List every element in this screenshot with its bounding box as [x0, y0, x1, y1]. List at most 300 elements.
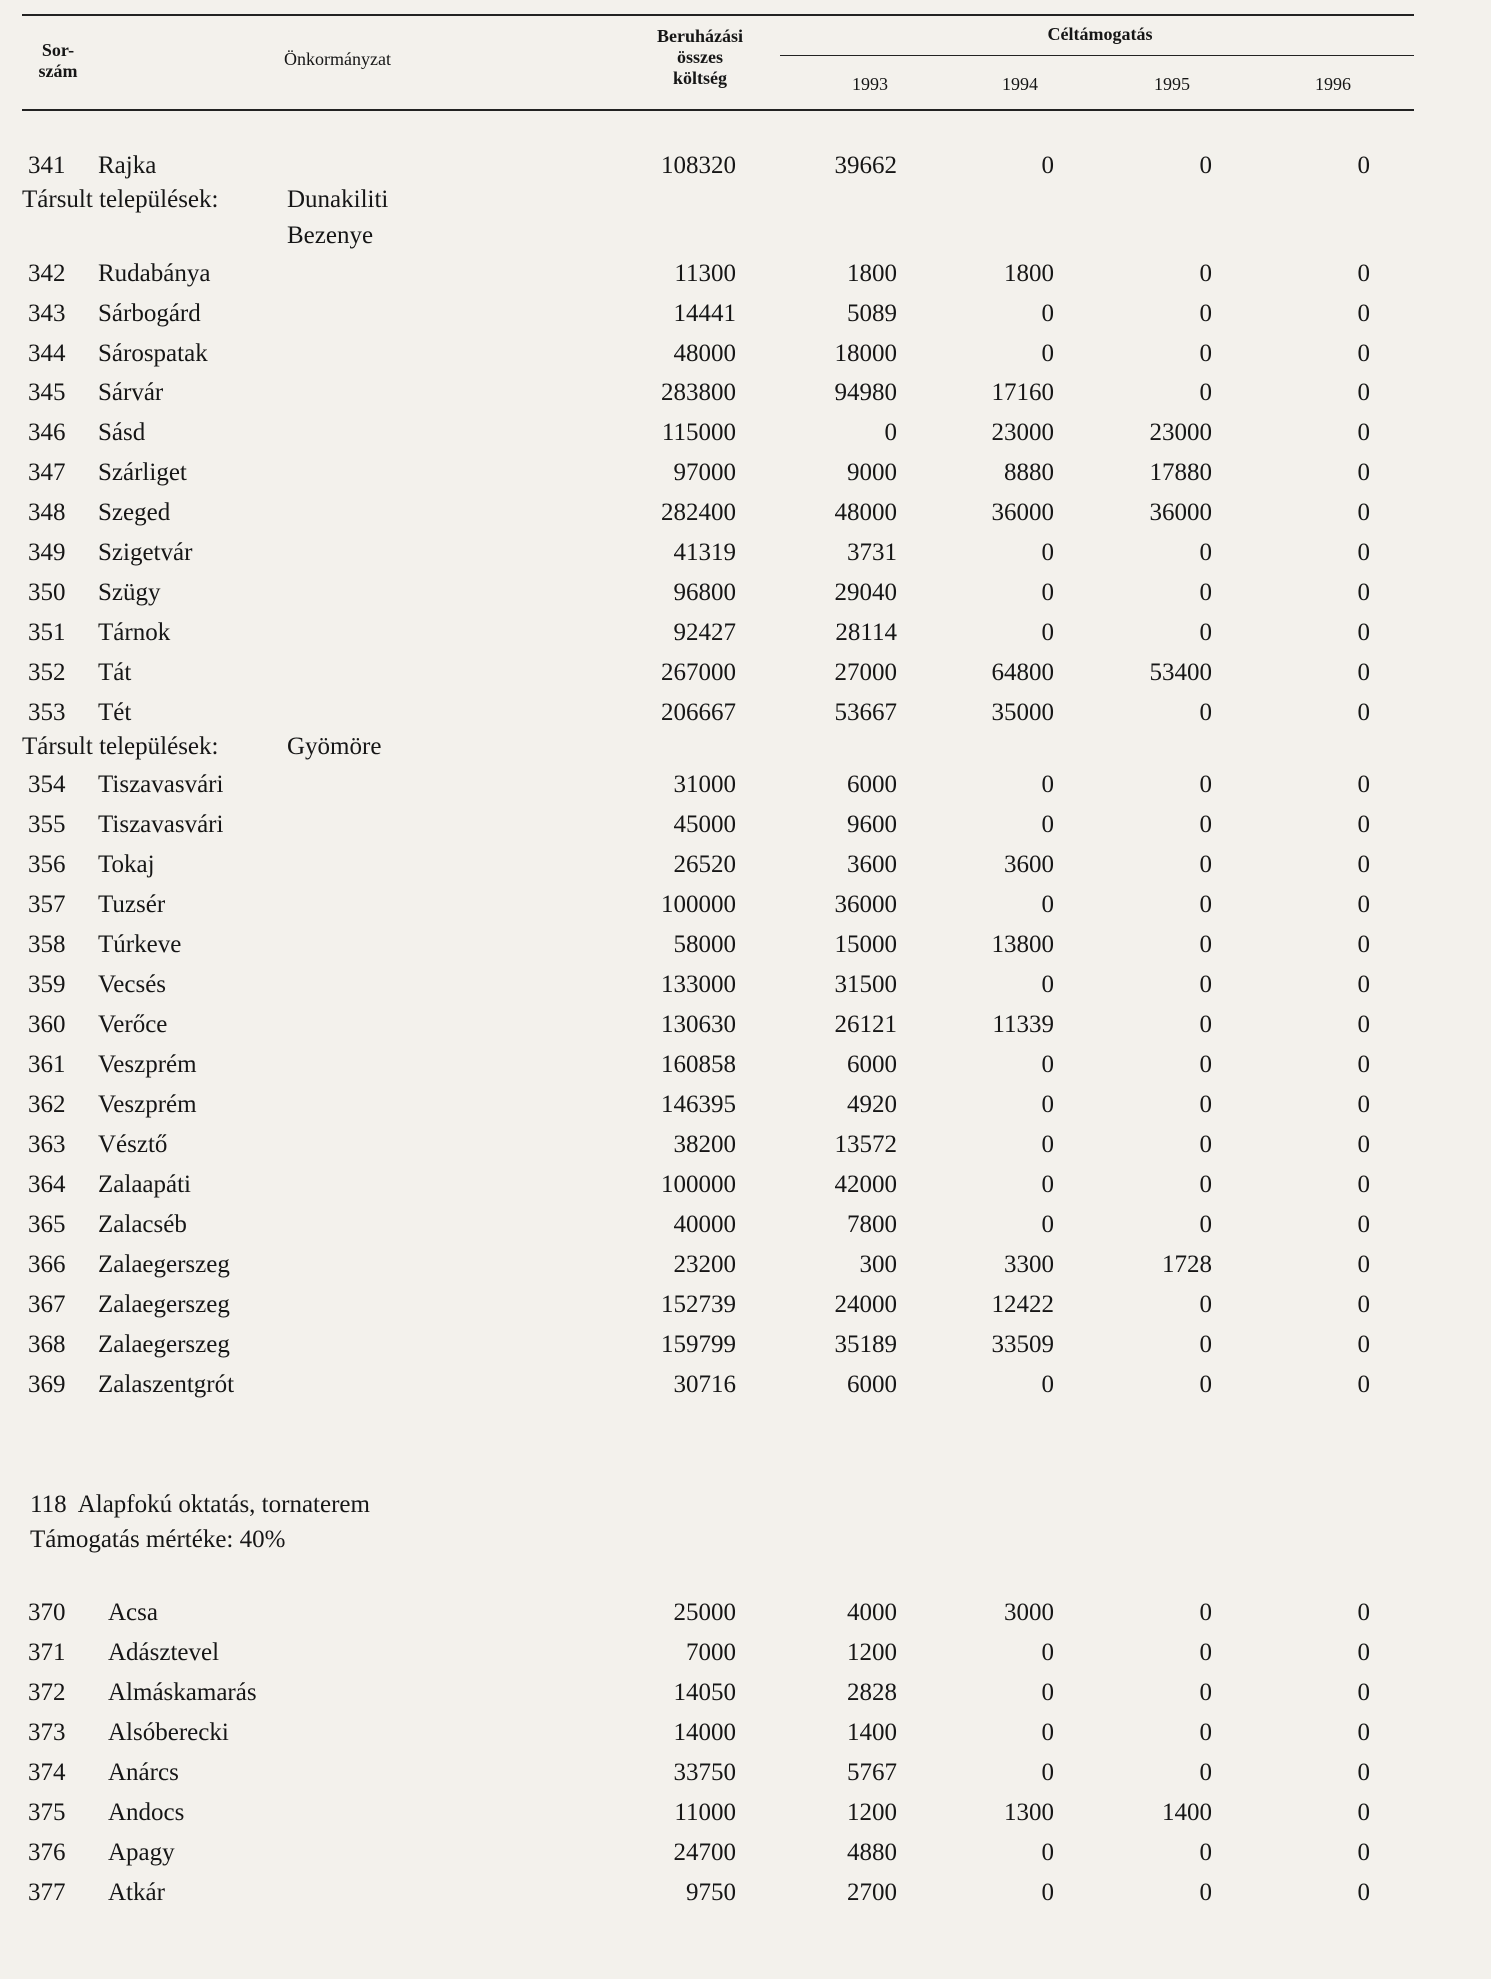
row-number: 366	[28, 1251, 66, 1278]
row-1995: 0	[1199, 152, 1212, 179]
row-1993: 94980	[834, 379, 897, 406]
row-1996: 0	[1357, 1251, 1370, 1278]
row-1994: 13800	[991, 931, 1054, 958]
row-name: Acsa	[108, 1599, 158, 1626]
row-1993: 9600	[847, 811, 897, 838]
row-total-cost: 58000	[673, 931, 736, 958]
tarsult-rajka-1: Dunakiliti	[287, 186, 389, 213]
table-row	[0, 767, 1491, 803]
row-name: Tokaj	[98, 851, 155, 878]
row-1994: 64800	[991, 659, 1054, 686]
row-1996: 0	[1357, 1371, 1370, 1398]
table-row	[0, 1007, 1491, 1043]
row-1994: 33509	[991, 1331, 1054, 1358]
row-1994: 0	[1041, 1719, 1054, 1746]
row-total-cost: 7000	[686, 1639, 736, 1666]
row-1996: 0	[1357, 1639, 1370, 1666]
header-year-1996: 1996	[1315, 74, 1351, 94]
row-1994: 0	[1041, 340, 1054, 367]
row-1994: 0	[1041, 539, 1054, 566]
row-1993: 26121	[834, 1011, 897, 1038]
row-number: 372	[28, 1679, 66, 1706]
row-1993: 0	[884, 419, 897, 446]
row-number: 349	[28, 539, 66, 566]
header-onkormanyzat: Önkormányzat	[284, 49, 391, 69]
row-1994: 0	[1041, 300, 1054, 327]
row-1994: 0	[1041, 1091, 1054, 1118]
row-1995: 17880	[1149, 459, 1212, 486]
row-1996: 0	[1357, 152, 1370, 179]
row-1995: 0	[1199, 771, 1212, 798]
row-number: 356	[28, 851, 66, 878]
row-name: Zalaegerszeg	[98, 1331, 230, 1358]
row-name: Andocs	[108, 1799, 185, 1826]
row-1994: 11339	[992, 1011, 1054, 1038]
row-1996: 0	[1357, 300, 1370, 327]
row-number: 365	[28, 1211, 66, 1238]
row-1995: 0	[1199, 1599, 1212, 1626]
row-number: 374	[28, 1759, 66, 1786]
row-1996: 0	[1357, 1599, 1370, 1626]
table-row	[0, 1367, 1491, 1403]
row-1996: 0	[1357, 659, 1370, 686]
row-1994: 12422	[991, 1291, 1054, 1318]
row-total-cost: 100000	[661, 1171, 736, 1198]
row-1995: 1400	[1162, 1799, 1212, 1826]
row-number: 362	[28, 1091, 66, 1118]
table-row	[0, 296, 1491, 332]
row-1994: 0	[1041, 1759, 1054, 1786]
row-1995: 0	[1199, 971, 1212, 998]
row-1996: 0	[1357, 379, 1370, 406]
header-sorszam: Sor- szám	[38, 40, 78, 81]
row-number: 364	[28, 1171, 66, 1198]
table-row	[0, 1875, 1491, 1911]
row-1996: 0	[1357, 340, 1370, 367]
row-number: 373	[28, 1719, 66, 1746]
row-total-cost: 206667	[661, 699, 736, 726]
row-1994: 1800	[1004, 260, 1054, 287]
row-number: 353	[28, 699, 66, 726]
row-number: 352	[28, 659, 66, 686]
table-row	[0, 615, 1491, 651]
row-1993: 3600	[847, 851, 897, 878]
row-number: 346	[28, 419, 66, 446]
row-1996: 0	[1357, 771, 1370, 798]
tarsult-label-rajka: Társult települések:	[22, 186, 219, 213]
tarsult-label-tet: Társult települések:	[22, 733, 219, 760]
row-number: 359	[28, 971, 66, 998]
row-1996: 0	[1357, 539, 1370, 566]
row-number: 354	[28, 771, 66, 798]
row-1993: 13572	[834, 1131, 897, 1158]
row-1994: 3000	[1004, 1599, 1054, 1626]
row-1993: 3731	[847, 539, 897, 566]
table-row	[0, 1635, 1491, 1671]
row-1995: 0	[1199, 1331, 1212, 1358]
row-1994: 0	[1041, 1639, 1054, 1666]
row-1995: 53400	[1149, 659, 1212, 686]
row-number: 370	[28, 1599, 66, 1626]
row-1993: 2700	[847, 1879, 897, 1906]
row-1995: 0	[1199, 1371, 1212, 1398]
row-1995: 0	[1199, 1679, 1212, 1706]
row-total-cost: 9750	[686, 1879, 736, 1906]
row-1996: 0	[1357, 459, 1370, 486]
row-number: 375	[28, 1799, 66, 1826]
header-year-1995: 1995	[1154, 74, 1190, 94]
row-1993: 4000	[847, 1599, 897, 1626]
row-1994: 0	[1041, 1131, 1054, 1158]
row-number: 377	[28, 1879, 66, 1906]
table-row	[0, 967, 1491, 1003]
row-1994: 1300	[1004, 1799, 1054, 1826]
row-number: 345	[28, 379, 66, 406]
table-row	[0, 256, 1491, 292]
table-row	[0, 655, 1491, 691]
row-1996: 0	[1357, 499, 1370, 526]
row-1994: 0	[1041, 1211, 1054, 1238]
row-1995: 0	[1199, 579, 1212, 606]
celtamogatas-rule	[780, 55, 1414, 56]
table-row	[0, 1207, 1491, 1243]
row-1996: 0	[1357, 931, 1370, 958]
row-1995: 36000	[1149, 499, 1212, 526]
row-1993: 39662	[834, 152, 897, 179]
section-title: 118 Alapfokú oktatás, tornaterem	[30, 1491, 370, 1518]
row-name: Tét	[98, 699, 132, 726]
row-1993: 24000	[834, 1291, 897, 1318]
row-name: Almáskamarás	[108, 1679, 257, 1706]
row-1996: 0	[1357, 1011, 1370, 1038]
row-total-cost: 130630	[661, 1011, 736, 1038]
row-name: Anárcs	[108, 1759, 179, 1786]
tarsult-rajka-2: Bezenye	[287, 222, 374, 249]
row-1994: 0	[1041, 1051, 1054, 1078]
table-row	[0, 495, 1491, 531]
table-row	[0, 1795, 1491, 1831]
row-1996: 0	[1357, 1131, 1370, 1158]
row-name: Zalacséb	[98, 1211, 187, 1238]
row-1993: 6000	[847, 771, 897, 798]
row-1995: 0	[1199, 1011, 1212, 1038]
row-total-cost: 38200	[673, 1131, 736, 1158]
row-number: 341	[28, 152, 66, 179]
row-1995: 0	[1199, 260, 1212, 287]
row-1996: 0	[1357, 891, 1370, 918]
row-total-cost: 11300	[674, 260, 736, 287]
table-row	[0, 375, 1491, 411]
row-number: 361	[28, 1051, 66, 1078]
row-number: 357	[28, 891, 66, 918]
row-total-cost: 92427	[673, 619, 736, 646]
header-year-1993: 1993	[852, 74, 888, 94]
row-name: Rajka	[98, 152, 157, 179]
row-total-cost: 14000	[673, 1719, 736, 1746]
row-1996: 0	[1357, 260, 1370, 287]
row-number: 363	[28, 1131, 66, 1158]
row-name: Vésztő	[98, 1131, 168, 1158]
row-total-cost: 160858	[661, 1051, 736, 1078]
row-total-cost: 48000	[673, 340, 736, 367]
row-1994: 0	[1041, 971, 1054, 998]
row-1993: 1400	[847, 1719, 897, 1746]
row-total-cost: 108320	[661, 152, 736, 179]
row-1995: 0	[1199, 699, 1212, 726]
row-1996: 0	[1357, 419, 1370, 446]
row-1994: 17160	[991, 379, 1054, 406]
table-row	[0, 1127, 1491, 1163]
header-celtamogatas: Céltámogatás	[1047, 24, 1153, 44]
row-1996: 0	[1357, 1291, 1370, 1318]
row-1995: 0	[1199, 619, 1212, 646]
row-number: 350	[28, 579, 66, 606]
row-total-cost: 11000	[674, 1799, 736, 1826]
row-number: 376	[28, 1839, 66, 1866]
row-total-cost: 31000	[673, 771, 736, 798]
table-row	[0, 1047, 1491, 1083]
table-row	[0, 1327, 1491, 1363]
row-name: Tiszavasvári	[98, 771, 224, 798]
header-top-rule	[22, 14, 1414, 16]
row-1995: 0	[1199, 1759, 1212, 1786]
row-1996: 0	[1357, 1331, 1370, 1358]
row-total-cost: 30716	[673, 1371, 736, 1398]
row-name: Rudabánya	[98, 260, 211, 287]
row-total-cost: 133000	[661, 971, 736, 998]
table-row	[0, 927, 1491, 963]
row-1994: 0	[1041, 771, 1054, 798]
table-row	[0, 1247, 1491, 1283]
row-number: 358	[28, 931, 66, 958]
row-total-cost: 282400	[661, 499, 736, 526]
row-1995: 0	[1199, 1211, 1212, 1238]
row-name: Zalaegerszeg	[98, 1251, 230, 1278]
header-bottom-rule	[22, 109, 1414, 111]
row-name: Sásd	[98, 419, 146, 446]
row-1994: 0	[1041, 579, 1054, 606]
row-total-cost: 115000	[661, 419, 736, 446]
table-row	[0, 1595, 1491, 1631]
table-row	[0, 455, 1491, 491]
row-1994: 35000	[991, 699, 1054, 726]
row-1993: 1200	[847, 1639, 897, 1666]
row-number: 351	[28, 619, 66, 646]
row-1994: 0	[1041, 1171, 1054, 1198]
row-total-cost: 41319	[673, 539, 736, 566]
row-1994: 0	[1041, 619, 1054, 646]
row-total-cost: 14050	[673, 1679, 736, 1706]
header-beruhazasi: Beruházási összes költség	[656, 26, 743, 88]
row-1993: 6000	[847, 1051, 897, 1078]
row-1996: 0	[1357, 1719, 1370, 1746]
row-1995: 0	[1199, 1051, 1212, 1078]
table-row	[0, 807, 1491, 843]
row-number: 367	[28, 1291, 66, 1318]
row-1993: 28114	[835, 619, 897, 646]
row-total-cost: 23200	[673, 1251, 736, 1278]
table-row	[0, 1287, 1491, 1323]
row-number: 348	[28, 499, 66, 526]
row-1993: 53667	[834, 699, 897, 726]
row-1996: 0	[1357, 1171, 1370, 1198]
row-1995: 0	[1199, 539, 1212, 566]
row-total-cost: 100000	[661, 891, 736, 918]
row-name: Szügy	[98, 579, 161, 606]
row-1996: 0	[1357, 811, 1370, 838]
row-total-cost: 283800	[661, 379, 736, 406]
row-1995: 0	[1199, 340, 1212, 367]
row-1996: 0	[1357, 851, 1370, 878]
row-1994: 0	[1041, 1879, 1054, 1906]
row-1993: 35189	[834, 1331, 897, 1358]
row-1993: 2828	[847, 1679, 897, 1706]
row-total-cost: 45000	[673, 811, 736, 838]
header-year-1994: 1994	[1002, 74, 1038, 94]
row-number: 368	[28, 1331, 66, 1358]
row-1995: 0	[1199, 891, 1212, 918]
row-1993: 31500	[834, 971, 897, 998]
row-total-cost: 33750	[673, 1759, 736, 1786]
row-1994: 0	[1041, 1679, 1054, 1706]
row-1996: 0	[1357, 1879, 1370, 1906]
row-number: 347	[28, 459, 66, 486]
table-row	[0, 575, 1491, 611]
row-name: Zalaegerszeg	[98, 1291, 230, 1318]
row-1993: 4920	[847, 1091, 897, 1118]
row-1995: 0	[1199, 1291, 1212, 1318]
row-name: Adásztevel	[108, 1639, 220, 1666]
row-1993: 300	[859, 1251, 897, 1278]
row-1993: 27000	[834, 659, 897, 686]
row-name: Alsóberecki	[108, 1719, 229, 1746]
row-1995: 23000	[1149, 419, 1212, 446]
row-1993: 7800	[847, 1211, 897, 1238]
row-1996: 0	[1357, 579, 1370, 606]
row-name: Zalaapáti	[98, 1171, 191, 1198]
row-1994: 0	[1041, 811, 1054, 838]
row-1995: 0	[1199, 1131, 1212, 1158]
table-row	[0, 535, 1491, 571]
row-name: Sárvár	[98, 379, 164, 406]
row-1995: 1728	[1162, 1251, 1212, 1278]
table-row	[0, 1715, 1491, 1751]
row-1994: 3600	[1004, 851, 1054, 878]
row-name: Tuzsér	[98, 891, 166, 918]
row-total-cost: 159799	[661, 1331, 736, 1358]
row-1995: 0	[1199, 1839, 1212, 1866]
row-total-cost: 146395	[661, 1091, 736, 1118]
row-number: 360	[28, 1011, 66, 1038]
row-1996: 0	[1357, 1799, 1370, 1826]
tarsult-tet-1: Gyömöre	[287, 733, 382, 760]
row-name: Veszprém	[98, 1051, 197, 1078]
row-total-cost: 25000	[673, 1599, 736, 1626]
row-1996: 0	[1357, 699, 1370, 726]
row-name: Veszprém	[98, 1091, 197, 1118]
row-1994: 0	[1041, 152, 1054, 179]
row-1993: 18000	[834, 340, 897, 367]
row-1996: 0	[1357, 1759, 1370, 1786]
row-name: Túrkeve	[98, 931, 182, 958]
row-1994: 0	[1041, 891, 1054, 918]
row-name: Sárospatak	[98, 340, 208, 367]
row-1994: 0	[1041, 1839, 1054, 1866]
row-1993: 6000	[847, 1371, 897, 1398]
row-1993: 4880	[847, 1839, 897, 1866]
row-name: Vecsés	[98, 971, 167, 998]
row-1995: 0	[1199, 931, 1212, 958]
row-1993: 15000	[834, 931, 897, 958]
row-number: 371	[28, 1639, 66, 1666]
row-number: 369	[28, 1371, 66, 1398]
row-1993: 29040	[834, 579, 897, 606]
row-1995: 0	[1199, 300, 1212, 327]
row-name: Tárnok	[98, 619, 171, 646]
row-1993: 1800	[847, 260, 897, 287]
row-1995: 0	[1199, 811, 1212, 838]
row-name: Sárbogárd	[98, 300, 201, 327]
table-row	[0, 887, 1491, 923]
table-row	[0, 1167, 1491, 1203]
row-1996: 0	[1357, 1679, 1370, 1706]
table-row	[0, 847, 1491, 883]
row-total-cost: 26520	[673, 851, 736, 878]
row-1996: 0	[1357, 1051, 1370, 1078]
row-number: 342	[28, 260, 66, 287]
row-1994: 36000	[991, 499, 1054, 526]
row-name: Zalaszentgrót	[98, 1371, 235, 1398]
row-1996: 0	[1357, 1091, 1370, 1118]
table-row	[0, 1675, 1491, 1711]
row-1996: 0	[1357, 1211, 1370, 1238]
row-total-cost: 14441	[673, 300, 736, 327]
row-total-cost: 40000	[673, 1211, 736, 1238]
row-1995: 0	[1199, 1091, 1212, 1118]
row-1995: 0	[1199, 379, 1212, 406]
table-row	[0, 1755, 1491, 1791]
row-total-cost: 97000	[673, 459, 736, 486]
row-1994: 8880	[1004, 459, 1054, 486]
row-1993: 5089	[847, 300, 897, 327]
row-total-cost: 152739	[661, 1291, 736, 1318]
row-number: 344	[28, 340, 66, 367]
row-name: Atkár	[108, 1879, 165, 1906]
row-number: 343	[28, 300, 66, 327]
table-row	[0, 1835, 1491, 1871]
row-1995: 0	[1199, 1879, 1212, 1906]
row-1993: 5767	[847, 1759, 897, 1786]
row-total-cost: 267000	[661, 659, 736, 686]
row-name: Apagy	[108, 1839, 175, 1866]
row-total-cost: 24700	[673, 1839, 736, 1866]
row-1996: 0	[1357, 619, 1370, 646]
row-1993: 36000	[834, 891, 897, 918]
row-total-cost: 96800	[673, 579, 736, 606]
section-subtitle: Támogatás mértéke: 40%	[30, 1526, 286, 1553]
row-1994: 3300	[1004, 1251, 1054, 1278]
row-1994: 23000	[991, 419, 1054, 446]
row-1993: 42000	[834, 1171, 897, 1198]
table-row	[0, 336, 1491, 372]
table-row	[0, 695, 1491, 731]
table-row	[0, 148, 1491, 184]
row-name: Szeged	[98, 499, 171, 526]
row-name: Szigetvár	[98, 539, 193, 566]
row-1995: 0	[1199, 1171, 1212, 1198]
row-1996: 0	[1357, 971, 1370, 998]
row-1993: 48000	[834, 499, 897, 526]
